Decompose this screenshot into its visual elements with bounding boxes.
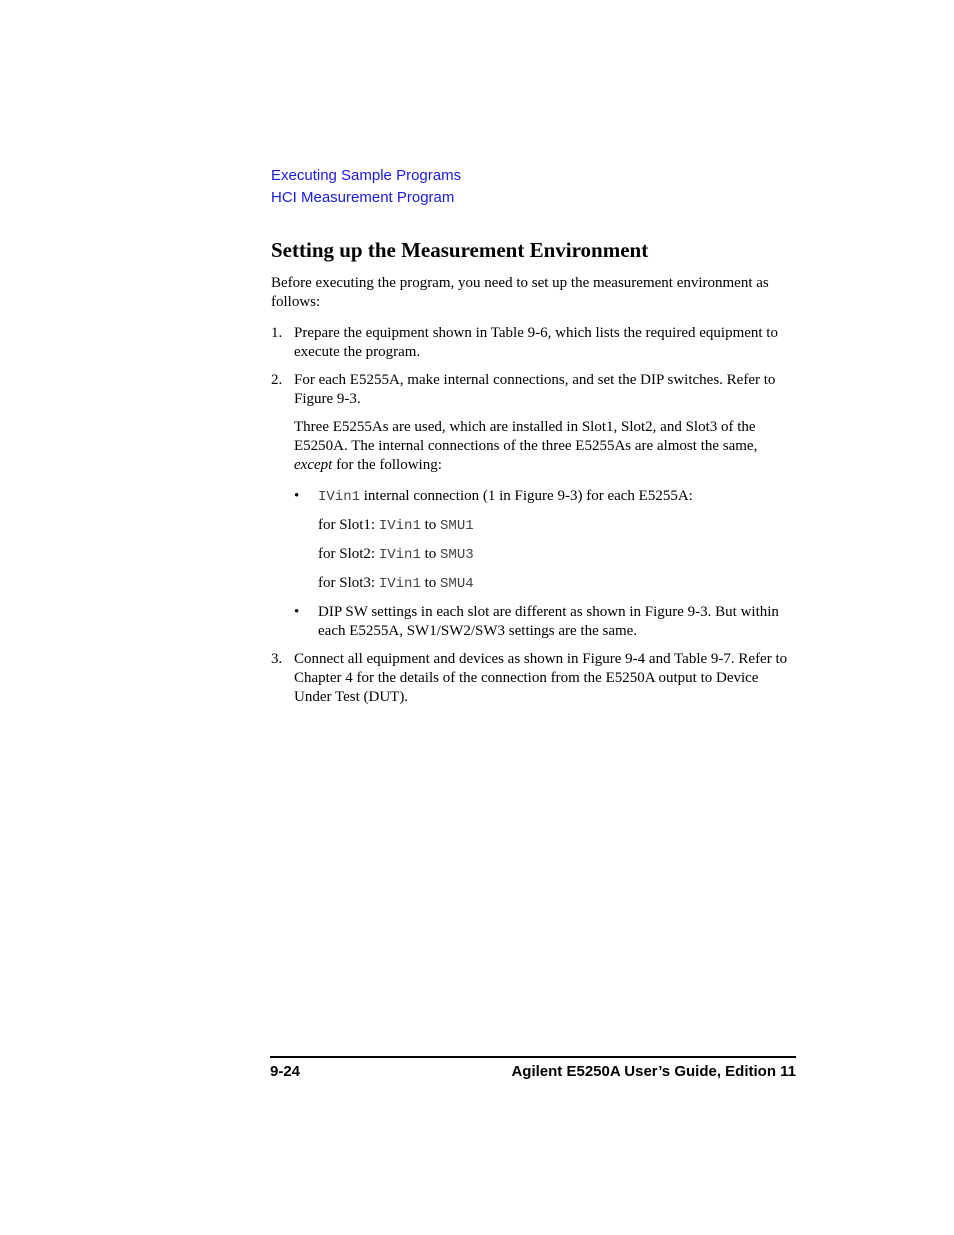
step-number: 3. [271,651,283,667]
detail-text-a: Three E5255As are used, which are installed in Slot1, Slot2, and Slot3 of the E5250A. The internal connections of the three E5255As are almost the same, [294,419,758,454]
slot-to-code: SMU1 [440,518,474,534]
slot-to-word: to [424,575,437,591]
footer-divider [270,1056,796,1058]
slot-to-word: to [424,517,437,533]
breadcrumb-link-executing-sample-programs[interactable]: Executing Sample Programs [271,167,462,184]
bullet-dot: • [294,488,300,504]
guide-title: Agilent E5250A User’s Guide, Edition 11 [511,1063,796,1080]
step-text: Connect all equipment and devices as shown in Figure 9-4 and Table 9-7. Refer to Chapter 4 for the details of the connection from the E5250A output to Device Under Test (DUT). [294,651,788,705]
detail-text-b: for the following: [336,457,442,473]
slot-line-2 [271,545,796,565]
section-title: Setting up the Measurement Environment [271,238,649,262]
page-footer [270,1063,796,1080]
breadcrumb-link-hci-measurement-program[interactable]: HCI Measurement Program [271,189,455,206]
breadcrumb [271,165,461,209]
step-text: For each E5255A, make internal connections, and set the DIP switches. Refer to Figure 9-3. [294,372,776,407]
slot-from-code: IVin1 [378,547,421,563]
code-ivin1: IVin1 [318,489,361,505]
slot-line-3 [271,574,796,594]
detail-emphasis: except [294,457,333,473]
page-number: 9-24 [270,1063,301,1080]
slot-label: for Slot1: [318,517,376,533]
step-1 [271,324,796,362]
slot-label: for Slot3: [318,575,376,591]
step-text: Prepare the equipment shown in Table 9-6, which lists the required equipment to execute the program. [294,325,778,360]
slot-to-code: SMU4 [440,576,474,592]
step-number: 2. [271,372,283,388]
step-number: 1. [271,325,283,341]
intro-paragraph: Before executing the program, you need to set up the measurement environment as follows: [271,275,769,310]
step-3 [271,650,796,707]
step-2-detail [271,418,796,475]
step-2 [271,371,796,409]
bullet-dot: • [294,604,300,620]
slot-to-code: SMU3 [440,547,474,563]
bullet-dip-sw [271,603,796,641]
bullet-text: internal connection (1 in Figure 9-3) for each E5255A: [363,488,693,504]
bullet-text: DIP SW settings in each slot are different as shown in Figure 9-3. But within each E5255A, SW1/SW2/SW3 settings are the same. [318,604,779,639]
main-content [271,236,796,716]
bullet-ivin1 [271,487,796,507]
slot-from-code: IVin1 [378,518,421,534]
slot-label: for Slot2: [318,546,376,562]
slot-line-1 [271,516,796,536]
slot-from-code: IVin1 [378,576,421,592]
slot-to-word: to [424,546,437,562]
